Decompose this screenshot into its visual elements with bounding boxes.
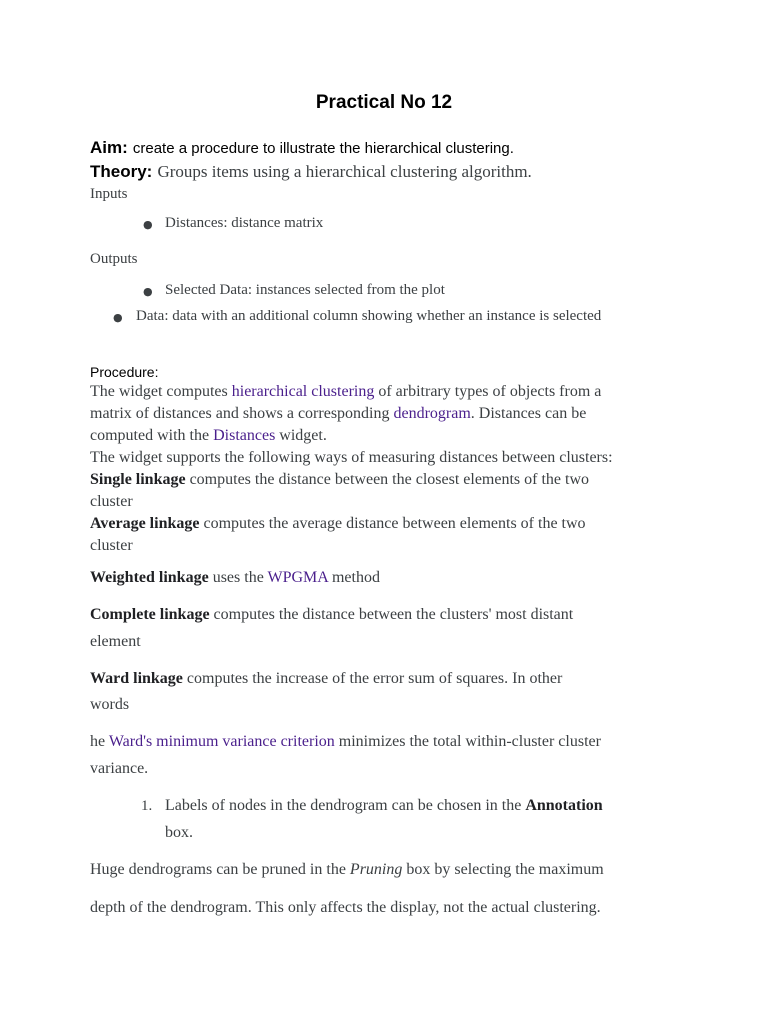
text: uses the: [208, 569, 268, 586]
paragraph-line: element: [90, 633, 141, 650]
average-linkage-line: [90, 515, 586, 533]
theory-text: Groups items using a hierarchical clustering algorithm.: [157, 162, 532, 181]
text: computes the distance between the closest elements of the two: [185, 471, 590, 488]
dendrogram-link[interactable]: dendrogram: [393, 405, 471, 422]
list-item: [165, 797, 603, 815]
distances-link[interactable]: Distances: [213, 427, 276, 444]
text: Huge dendrograms can be pruned in the: [90, 861, 350, 878]
wpgma-link[interactable]: WPGMA: [267, 569, 328, 586]
paragraph-line: depth of the dendrogram. This only affects the display, not the actual clustering.: [90, 899, 601, 916]
wards-criterion-link[interactable]: Ward's minimum variance criterion: [108, 733, 335, 750]
bullet-icon: ●: [113, 311, 123, 324]
text: box by selecting the maximum: [402, 861, 604, 878]
aim-line: [90, 138, 514, 158]
bullet-icon: ●: [143, 285, 153, 298]
text: computes the average distance between elements of the two: [199, 515, 586, 532]
weighted-linkage-term: Weighted linkage: [90, 569, 209, 586]
ward-linkage-term: Ward linkage: [90, 670, 183, 687]
aim-label: Aim:: [90, 138, 128, 157]
text: computes the distance between the clusters' most distant: [209, 606, 574, 623]
text: widget.: [275, 427, 327, 444]
annotation-term: Annotation: [525, 797, 603, 814]
single-linkage-term: Single linkage: [90, 471, 186, 488]
aim-text: create a procedure to illustrate the hierarchical clustering.: [132, 140, 514, 157]
pruning-term: Pruning: [349, 861, 403, 878]
pruning-line: [90, 861, 604, 879]
paragraph-line: variance.: [90, 760, 149, 777]
inputs-heading: Inputs: [90, 186, 128, 202]
text: . Distances can be: [470, 405, 587, 422]
text: he: [90, 733, 109, 750]
bullet-icon: ●: [143, 218, 153, 231]
paragraph-line: words: [90, 696, 130, 713]
list-number: 1.: [141, 798, 153, 814]
average-linkage-term: Average linkage: [90, 515, 200, 532]
list-item-cont: box.: [165, 824, 193, 841]
complete-linkage-line: [90, 606, 573, 624]
ward-linkage-line: [90, 670, 562, 688]
paragraph-line: [90, 405, 586, 423]
paragraph-line: The widget supports the following ways of measuring distances between clusters:: [90, 449, 613, 466]
complete-linkage-term: Complete linkage: [90, 606, 210, 623]
text: computed with the: [90, 427, 214, 444]
procedure-heading: Procedure:: [90, 364, 159, 380]
text: The widget computes: [90, 383, 232, 400]
page-title: Practical No 12: [315, 92, 453, 113]
paragraph-line: [90, 427, 327, 445]
paragraph-line: [90, 383, 601, 401]
text: minimizes the total within-cluster cluster: [334, 733, 601, 750]
single-linkage-line: [90, 471, 589, 489]
weighted-linkage-line: [90, 569, 380, 587]
paragraph-line: cluster: [90, 493, 133, 510]
outputs-heading: Outputs: [90, 251, 138, 267]
hierarchical-clustering-link[interactable]: hierarchical clustering: [231, 383, 375, 400]
text: computes the increase of the error sum of squares. In other: [182, 670, 563, 687]
text: Labels of nodes in the dendrogram can be chosen in the: [165, 797, 526, 814]
list-item: Selected Data: instances selected from the plot: [165, 282, 445, 298]
list-item: Data: data with an additional column showing whether an instance is selected: [136, 308, 602, 324]
paragraph-line: cluster: [90, 537, 133, 554]
text: method: [327, 569, 380, 586]
ward-criterion-line: [90, 733, 601, 751]
text: of arbitrary types of objects from a: [374, 383, 602, 400]
text: matrix of distances and shows a corresponding: [90, 405, 394, 422]
theory-label: Theory:: [90, 162, 153, 181]
list-item: Distances: distance matrix: [165, 215, 324, 231]
theory-line: [90, 162, 532, 182]
